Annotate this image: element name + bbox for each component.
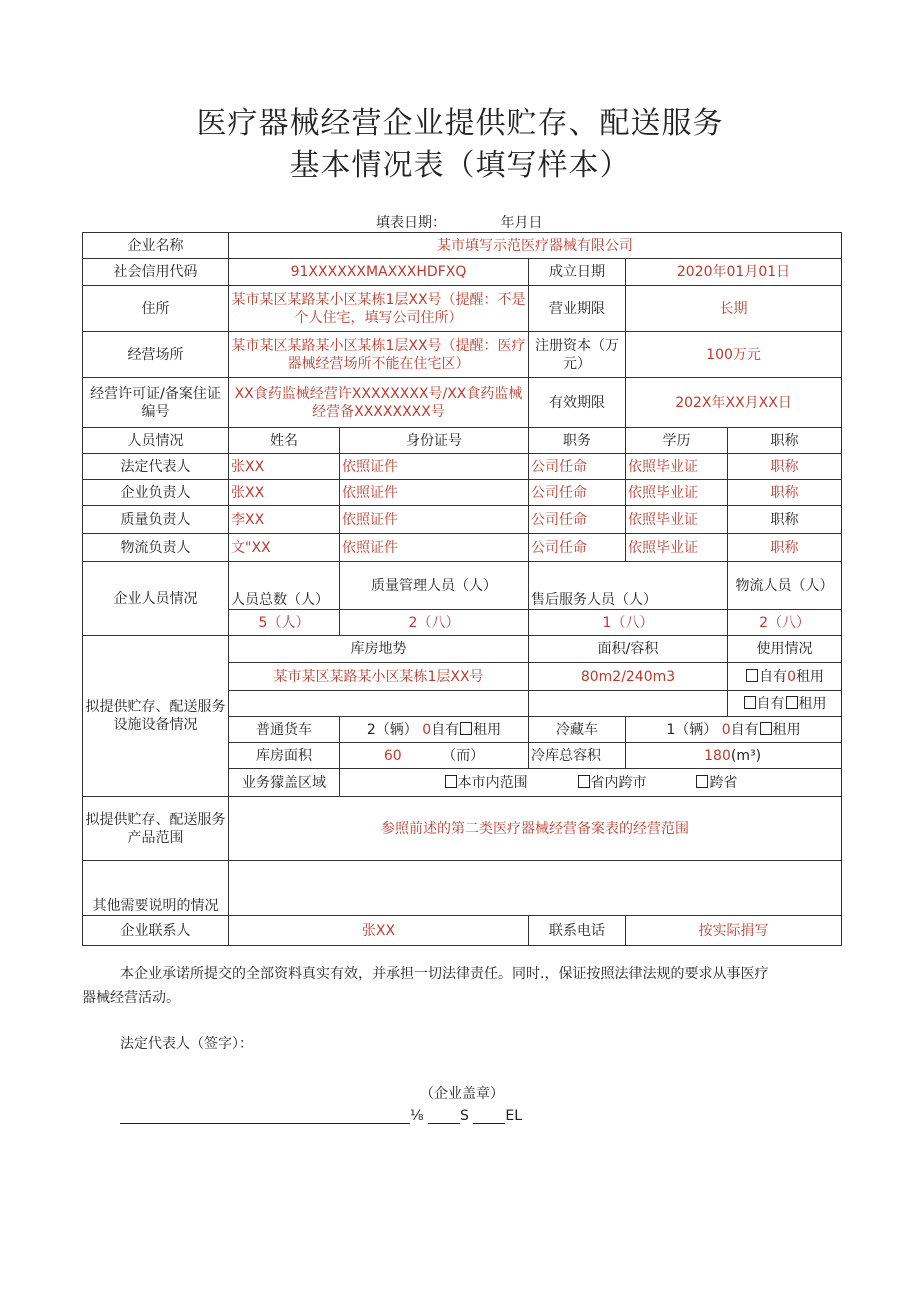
document-title-line2: 基本情况表（填写样本） — [289, 148, 631, 183]
personnel-role: 物流负责人 — [83, 534, 229, 562]
personnel-header-id: 身份证号 — [340, 428, 529, 454]
cold-rent-text: 租用 — [772, 721, 801, 738]
personnel-role: 企业负责人 — [83, 480, 229, 506]
warehouse-area-number[interactable]: 60 — [383, 747, 402, 764]
founded-date-value[interactable]: 2020年01月01日 — [626, 259, 842, 286]
staff-after-value[interactable]: 1（八） — [529, 610, 728, 636]
facility-use-2 — [728, 691, 842, 717]
personnel-duty[interactable]: 公司任命 — [529, 506, 626, 534]
table-row — [83, 480, 842, 506]
sig-date-underline[interactable] — [428, 1123, 460, 1124]
address-value[interactable]: 某市某区某路某小区某栋1层XX号（提醒：不是个人住宅，填写公司住所） — [229, 286, 529, 332]
cold-truck-value — [626, 717, 842, 743]
cold-own-text: 自有 — [730, 721, 759, 738]
company-name-value[interactable]: 某市填写示范医疗器械有限公司 — [229, 233, 842, 259]
personnel-header-name: 姓名 — [229, 428, 340, 454]
warehouse-area-label: 库房面积 — [229, 743, 340, 769]
personnel-header-edu: 学历 — [626, 428, 728, 454]
coverage-city-checkbox[interactable] — [445, 775, 457, 788]
license-value[interactable]: XX食药监械经营许XXXXXXXX号/XX食药监械经营备XXXXXXXX号 — [229, 378, 529, 428]
truck-count[interactable]: 2（辆） — [366, 721, 418, 738]
rent-text: 租用 — [795, 668, 824, 685]
personnel-title[interactable]: 职称 — [728, 506, 842, 534]
license-label: 经营许可证/备案住证编号 — [83, 378, 229, 428]
fill-date-value: 年月日 — [500, 215, 543, 231]
company-name-label: 企业名称 — [83, 233, 229, 259]
coverage-province-checkbox[interactable] — [578, 775, 590, 788]
personnel-name[interactable]: 张XX — [229, 480, 340, 506]
capital-label: 注册资本（万元） — [529, 332, 626, 378]
other-value[interactable] — [229, 861, 842, 916]
facility-use-1 — [728, 663, 842, 691]
personnel-id[interactable]: 依照证件 — [340, 506, 529, 534]
rent-text: 租用 — [798, 695, 827, 712]
personnel-header-title: 职称 — [728, 428, 842, 454]
staff-after-label: 售后服务人员（人） — [529, 562, 728, 610]
personnel-name[interactable]: 文"XX — [229, 534, 340, 562]
own-checkbox[interactable] — [744, 696, 756, 709]
facility-label: 拟提供贮存、配送服务设施设备情况 — [83, 636, 229, 797]
facility-area-value[interactable]: 80m2/240m3 — [529, 663, 728, 691]
sig-date-b: S — [460, 1108, 469, 1124]
document-title-line1: 医疗器械经营企业提供贮存、配送服务 — [196, 106, 724, 141]
site-label: 经营场所 — [83, 332, 229, 378]
table-row — [83, 454, 842, 480]
fill-date — [376, 212, 542, 232]
coverage-province-text: 省内跨市 — [590, 774, 647, 791]
personnel-role: 质量负责人 — [83, 506, 229, 534]
personnel-title[interactable]: 职称 — [728, 480, 842, 506]
coverage-city-text: 本市内范围 — [457, 774, 528, 791]
staff-label: 企业人员情况 — [83, 562, 229, 636]
personnel-edu[interactable]: 依照毕业证 — [626, 454, 728, 480]
personnel-id[interactable]: 依照证件 — [340, 534, 529, 562]
contact-phone-label: 联系电话 — [529, 916, 626, 946]
staff-qm-value[interactable]: 2（八） — [340, 610, 529, 636]
coverage-interprovince-text: 跨省 — [709, 774, 738, 791]
staff-total-label: 人员总数（人） — [229, 562, 340, 610]
business-term-value[interactable]: 长期 — [626, 286, 842, 332]
address-label: 住所 — [83, 286, 229, 332]
sig-date-underline[interactable] — [473, 1123, 505, 1124]
truck-label: 普通货车 — [229, 717, 340, 743]
truck-own-text: 自有 — [431, 721, 460, 738]
personnel-duty[interactable]: 公司任命 — [529, 534, 626, 562]
site-value[interactable]: 某市某区某路某小区某栋1层XX号（提醒：医疗器械经营场所不能在住宅区） — [229, 332, 529, 378]
truck-rent-text: 租用 — [473, 721, 502, 738]
fill-date-label: 填表日期： — [376, 215, 446, 231]
credit-code-label: 社会信用代码 — [83, 259, 229, 286]
own-text: 自有 — [756, 695, 785, 712]
contact-phone-value[interactable]: 按实际捐写 — [626, 916, 842, 946]
personnel-role: 法定代表人 — [83, 454, 229, 480]
staff-qm-label: 质量管理人员（人） — [340, 562, 529, 610]
personnel-title[interactable]: 职称 — [728, 534, 842, 562]
facility-addr-value[interactable]: 某市某区某路某小区某栋1层XX号 — [229, 663, 529, 691]
truck-value — [340, 717, 529, 743]
statement-line1: 本企业承诺所提交的全部资料真实有效，并承担一切法律责任。同时.，保证按照法律法规的要求从事医疗 — [120, 966, 769, 982]
cold-truck-label: 冷藏车 — [529, 717, 626, 743]
own-text: 自有 — [759, 668, 788, 685]
table-row — [83, 534, 842, 562]
personnel-name[interactable]: 李XX — [229, 506, 340, 534]
staff-total-value[interactable]: 5（人） — [229, 610, 340, 636]
personnel-id[interactable]: 依照证件 — [340, 480, 529, 506]
cold-volume-number[interactable]: 180 — [704, 747, 731, 764]
staff-logistics-value[interactable]: 2（八） — [728, 610, 842, 636]
personnel-title[interactable]: 职称 — [728, 454, 842, 480]
personnel-header-role: 人员情况 — [83, 428, 229, 454]
info-form-table — [82, 232, 842, 946]
personnel-duty[interactable]: 公司任命 — [529, 454, 626, 480]
cold-rent-checkbox[interactable] — [760, 722, 772, 735]
coverage-interprovince-checkbox[interactable] — [696, 775, 708, 788]
founded-date-label: 成立日期 — [529, 259, 626, 286]
warehouse-area-value — [340, 743, 529, 769]
warehouse-area-unit: （而） — [442, 747, 485, 764]
own-mark: 0 — [787, 668, 796, 685]
personnel-name[interactable]: 张XX — [229, 454, 340, 480]
personnel-id[interactable]: 依照证件 — [340, 454, 529, 480]
scope-label: 拟提供贮存、配送服务产品范围 — [83, 797, 229, 861]
coverage-label: 业务獴盖区域 — [229, 769, 340, 797]
personnel-duty[interactable]: 公司任命 — [529, 480, 626, 506]
cold-volume-value — [626, 743, 842, 769]
table-row — [83, 506, 842, 534]
valid-term-label: 有效期限 — [529, 378, 626, 428]
cold-volume-unit: (m³) — [730, 747, 762, 764]
sig-date-c: EL — [505, 1108, 523, 1124]
facility-area-empty[interactable] — [529, 691, 728, 717]
personnel-edu[interactable]: 依照毕业证 — [626, 480, 728, 506]
coverage-options — [340, 769, 842, 797]
capital-value[interactable]: 100万元 — [626, 332, 842, 378]
other-label: 其他需要说明的情况 — [83, 861, 229, 916]
sig-date-a: ⅛ — [410, 1108, 424, 1124]
facility-use-label: 使用情况 — [728, 636, 842, 663]
credit-code-value[interactable]: 91XXXXXXMAXXXHDFXQ — [229, 259, 529, 286]
personnel-edu[interactable]: 依照毕业证 — [626, 534, 728, 562]
staff-logistics-label: 物流人员（人） — [728, 562, 842, 610]
rent-checkbox[interactable] — [786, 696, 798, 709]
cold-truck-count[interactable]: 1（辆） — [666, 721, 718, 738]
contact-name-value[interactable]: 张XX — [229, 916, 529, 946]
legal-signature-label: 法定代表人（签字）： — [120, 1036, 253, 1052]
scope-value[interactable]: 参照前述的第二类医疗器械经营备案表的经营范围 — [229, 797, 842, 861]
truck-rent-checkbox[interactable] — [460, 722, 472, 735]
signature-date-line — [120, 1108, 522, 1124]
personnel-edu[interactable]: 依照毕业证 — [626, 506, 728, 534]
business-term-label: 营业期限 — [529, 286, 626, 332]
facility-addr-empty[interactable] — [229, 691, 529, 717]
own-checkbox[interactable] — [746, 669, 758, 682]
contact-label: 企业联系人 — [83, 916, 229, 946]
truck-own-mark: 0 — [422, 721, 432, 738]
signature-underline[interactable] — [120, 1123, 410, 1124]
statement-line2: 器械经营活动。 — [82, 990, 180, 1006]
personnel-header-duty: 职务 — [529, 428, 626, 454]
facility-area-label: 面积/容积 — [529, 636, 728, 663]
company-seal-label: （企业盖章） — [420, 1086, 504, 1102]
facility-addr-label: 库房地势 — [229, 636, 529, 663]
cold-own-mark: 0 — [721, 721, 731, 738]
cold-volume-label: 冷库总容积 — [529, 743, 626, 769]
valid-term-value[interactable]: 202X年XX月XX日 — [626, 378, 842, 428]
